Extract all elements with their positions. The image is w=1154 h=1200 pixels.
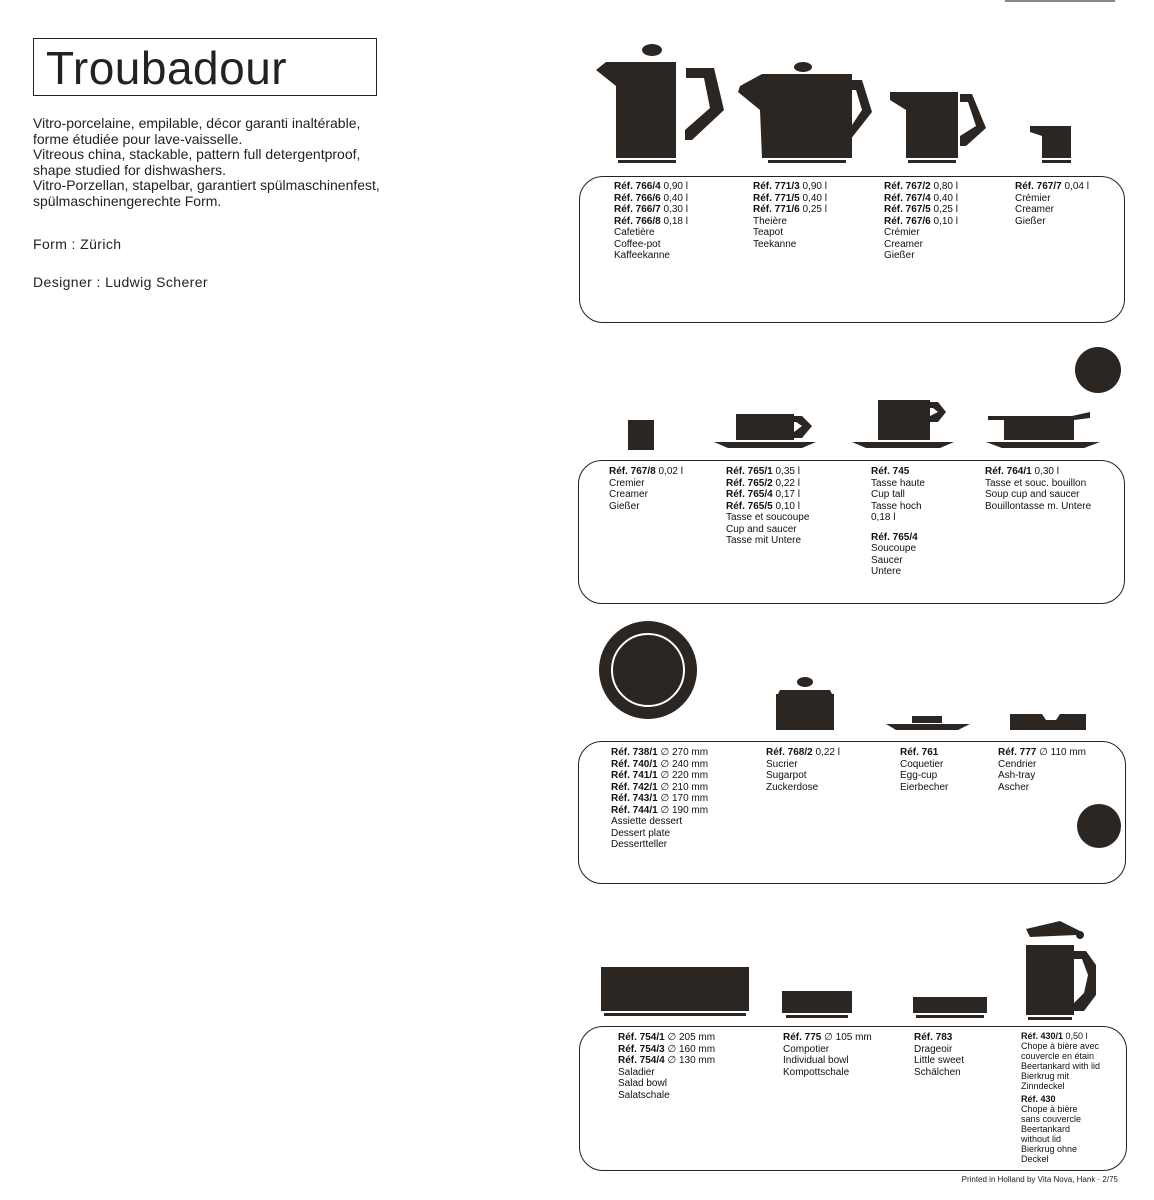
ref-label: Réf. 744/1 (611, 804, 658, 816)
ref-label: Réf. 783 (914, 1032, 953, 1043)
intro-line: shape studied for dishwashers. (33, 161, 226, 178)
item-name: Creamer (609, 489, 648, 500)
page-title: Troubadour (46, 42, 288, 94)
item-name: Tasse haute (871, 477, 925, 489)
salad-bowl-image (601, 967, 749, 1016)
teapot-image (738, 62, 872, 163)
small-creamer-info (1015, 181, 1089, 227)
item-name: Little sweet (914, 1055, 965, 1066)
item-name: Tasse mit Untere (726, 535, 802, 546)
item-name: Teekanne (753, 238, 797, 250)
item-name: Bierkrug mit (1021, 1071, 1070, 1081)
soup-cup-info (985, 466, 1091, 512)
item-name: Saladier (618, 1066, 655, 1078)
item-name: Beertankard with lid (1021, 1061, 1101, 1071)
ref-value: 0,25 l (933, 204, 958, 215)
ref-value: 0,18 l (663, 215, 688, 227)
ref-value: ∅ 130 mm (667, 1055, 716, 1066)
item-name: Dessertteller (611, 839, 668, 850)
item-name: Crémier (1015, 192, 1051, 204)
ref-value: ∅ 110 mm (1039, 747, 1087, 758)
ref-value: 0,17 l (775, 489, 800, 500)
item-name: Sugarpot (766, 770, 807, 781)
ref-value: 0,22 l (815, 747, 840, 758)
item-name: Teapot (753, 227, 784, 238)
ref-value: 0,50 l (1065, 1031, 1088, 1041)
item-name: Tasse hoch (871, 500, 922, 512)
item-name: Coquetier (900, 758, 944, 770)
ref-label: Réf. 754/1 (618, 1032, 665, 1043)
ref-value: ∅ 210 mm (660, 781, 709, 793)
ref-value: 0,80 l (933, 181, 958, 192)
ref-value: ∅ 160 mm (667, 1043, 716, 1055)
tall-cup-info (871, 466, 925, 578)
item-name: Salad bowl (618, 1078, 667, 1089)
item-name: Eierbecher (900, 781, 949, 793)
item-name: Chope à bière avec (1021, 1041, 1100, 1051)
item-name: Soup cup and saucer (985, 489, 1080, 500)
ref-label: Réf. 765/1 (726, 466, 773, 477)
designer-label: Designer : Ludwig Scherer (33, 274, 208, 290)
coffee-pot-image (596, 44, 724, 163)
creamer-info (884, 181, 958, 262)
mini-creamer-image (628, 420, 654, 450)
ref-value: 0,40 l (663, 192, 688, 204)
ref-label: Réf. 775 (783, 1032, 822, 1043)
ref-value: 0,04 l (1064, 181, 1089, 192)
ref-label: Réf. 743/1 (611, 793, 658, 804)
coffee-pot-info (614, 181, 688, 262)
small-creamer-image (1030, 126, 1071, 163)
item-name: Chope à bière (1021, 1104, 1078, 1114)
item-name: Theière (753, 215, 787, 227)
ref-label: Réf. 765/5 (726, 500, 773, 512)
item-name: Bouillontasse m. Untere (985, 500, 1092, 512)
form-label: Form : Zürich (33, 236, 122, 252)
ref-label: Réf. 430/1 (1021, 1031, 1064, 1041)
item-name: Schälchen (914, 1066, 961, 1078)
ref-label: Réf. 740/1 (611, 758, 658, 770)
ref-label: Réf. 766/8 (614, 215, 661, 227)
item-name: Untere (871, 566, 902, 577)
ref-value: 0,35 l (775, 466, 800, 477)
item-name: Cup tall (871, 489, 905, 500)
egg-cup-image (886, 716, 970, 730)
item-name: Tasse et souc. bouillon (985, 477, 1087, 489)
soup-cup-image (986, 412, 1100, 448)
item-name: Creamer (884, 238, 923, 250)
sweet-bowl-info (914, 1032, 964, 1078)
ref-value: 0,40 l (802, 192, 827, 204)
intro-line: Vitro-porcelaine, empilable, décor garanti inaltérable, (33, 115, 361, 131)
ref-label: Réf. 771/6 (753, 204, 800, 215)
top-edge-mark (1005, 0, 1115, 2)
ref-value: 0,22 l (775, 477, 800, 489)
item-name: sans couvercle (1021, 1114, 1082, 1124)
item-name: Cup and saucer (726, 523, 797, 535)
item-name: without lid (1021, 1134, 1062, 1144)
ref-label: Réf. 767/6 (884, 215, 931, 227)
item-name: Zinndeckel (1021, 1081, 1065, 1091)
item-name: Ash-tray (998, 770, 1036, 781)
ref-label: Réf. 761 (900, 747, 939, 758)
ref-value: 0,25 l (802, 204, 827, 215)
item-name: Salatschale (618, 1089, 670, 1101)
ref-value: ∅ 190 mm (660, 804, 709, 816)
item-name: couvercle en étain (1021, 1051, 1095, 1061)
ref-value: 0,30 l (663, 204, 688, 215)
item-name: Bierkrug ohne (1021, 1144, 1078, 1154)
item-name: Crémier (884, 227, 920, 238)
ref-label: Réf. 754/3 (618, 1043, 665, 1055)
ref-label: Réf. 741/1 (611, 770, 658, 781)
compote-bowl-image (782, 991, 852, 1018)
ref-label: Réf. 766/7 (614, 204, 661, 215)
ref-label: Réf. 745 (871, 466, 910, 477)
dessert-plate-image (599, 621, 697, 719)
item-name: Coffee-pot (614, 238, 661, 250)
section3-silhouettes (590, 610, 1130, 740)
intro-line: forme étudiée pour lave-vaisselle. (33, 130, 243, 147)
item-name: Saucer (871, 554, 903, 566)
ref-label: Réf. 765/4 (726, 489, 773, 500)
item-name: Tasse et soucoupe (726, 512, 810, 523)
section3-decor (1075, 802, 1125, 852)
egg-cup-info (900, 747, 948, 793)
ref-value: ∅ 220 mm (660, 770, 709, 781)
compote-bowl-info (783, 1032, 872, 1078)
ref-value: ∅ 240 mm (660, 758, 709, 770)
ref-value: ∅ 270 mm (660, 747, 709, 758)
ref-label: Réf. 767/4 (884, 192, 931, 204)
ref-value: 0,30 l (1034, 466, 1059, 477)
ashtray-info (998, 747, 1086, 793)
item-name: Compotier (783, 1043, 830, 1055)
ref-value: ∅ 205 mm (667, 1032, 716, 1043)
item-name: Sucrier (766, 758, 798, 770)
ref-label: Réf. 766/6 (614, 192, 661, 204)
sugar-pot-image (776, 677, 834, 730)
ref-value: 0,90 l (663, 181, 688, 192)
item-name: Gießer (609, 500, 640, 512)
title-box (33, 38, 377, 96)
ref-label: Réf. 766/4 (614, 181, 661, 192)
ref-value: ∅ 105 mm (824, 1032, 872, 1043)
ref-label: Réf. 777 (998, 747, 1037, 758)
printer-footer: Printed in Holland by Vita Nova, Hank · 2/75 (961, 1175, 1118, 1184)
ref-label: Réf. 767/2 (884, 181, 931, 192)
ref-label: Réf. 771/3 (753, 181, 800, 192)
ref-label: Réf. 754/4 (618, 1055, 665, 1066)
cup-saucer-image (714, 414, 816, 448)
ref-value: 0,02 l (658, 466, 683, 477)
item-name: Soucoupe (871, 543, 917, 554)
item-name: Kompottschale (783, 1066, 850, 1078)
beer-tankard-info (1021, 1031, 1100, 1164)
beer-tankard-image (1026, 921, 1096, 1020)
ref-label: Réf. 765/2 (726, 477, 773, 489)
item-name: Deckel (1021, 1154, 1049, 1164)
item-name: Zuckerdose (766, 781, 819, 793)
teapot-info (753, 181, 827, 250)
ref-value: 0,90 l (802, 181, 827, 192)
item-name: Cendrier (998, 758, 1037, 770)
ref-value: 0,10 l (775, 500, 800, 512)
cup-saucer-info (726, 466, 809, 547)
ref-label: Réf. 768/2 (766, 747, 813, 758)
ref-label: Réf. 771/5 (753, 192, 800, 204)
item-name: Cafetière (614, 227, 655, 238)
tall-cup-image (852, 400, 954, 448)
section1-silhouettes (590, 40, 1130, 170)
item-name: Creamer (1015, 204, 1054, 215)
item-name: Kaffeekanne (614, 250, 670, 261)
intro-line: Vitro-Porzellan, stapelbar, garantiert spülmaschinenfest, (33, 177, 380, 193)
section2-silhouettes (590, 340, 1130, 455)
item-name: Gießer (1015, 215, 1046, 227)
item-name: Cremier (609, 477, 645, 489)
dessert-plate-info (611, 747, 708, 851)
intro-text (33, 116, 380, 209)
ref-label: Réf. 767/8 (609, 466, 656, 477)
sugar-pot-info (766, 747, 840, 793)
sweet-bowl-image (913, 997, 987, 1018)
ref-label: Réf. 738/1 (611, 747, 658, 758)
section4-silhouettes (590, 915, 1130, 1025)
item-name: Ascher (998, 781, 1030, 793)
ref-value: 0,40 l (933, 192, 958, 204)
salad-bowl-info (618, 1032, 715, 1101)
decor-dot (1075, 347, 1121, 393)
ref-label: Réf. 430 (1021, 1094, 1056, 1104)
item-name: Assiette dessert (611, 816, 683, 827)
ref-label: Réf. 767/5 (884, 204, 931, 215)
intro-line: spülmaschinengerechte Form. (33, 192, 222, 209)
ref-label: Réf. 765/4 (871, 531, 918, 543)
item-name: Dessert plate (611, 827, 670, 839)
item-name: Gießer (884, 250, 915, 261)
creamer-image (890, 92, 986, 163)
ref-label: Réf. 742/1 (611, 781, 658, 793)
item-name: Beertankard (1021, 1124, 1071, 1134)
ref-label: Réf. 764/1 (985, 466, 1032, 477)
ref-value: 0,10 l (933, 215, 958, 227)
ref-value: ∅ 170 mm (660, 793, 709, 804)
intro-line: Vitreous china, stackable, pattern full detergentproof, (33, 146, 361, 162)
item-name: Egg-cup (900, 770, 938, 781)
ref-label: Réf. 767/7 (1015, 181, 1062, 192)
ashtray-image (1010, 714, 1086, 730)
item-name: Individual bowl (783, 1055, 849, 1066)
item-name: 0,18 l (871, 512, 896, 523)
mini-creamer-info (609, 466, 683, 512)
decor-dot (1077, 804, 1121, 848)
item-name: Drageoir (914, 1043, 953, 1055)
